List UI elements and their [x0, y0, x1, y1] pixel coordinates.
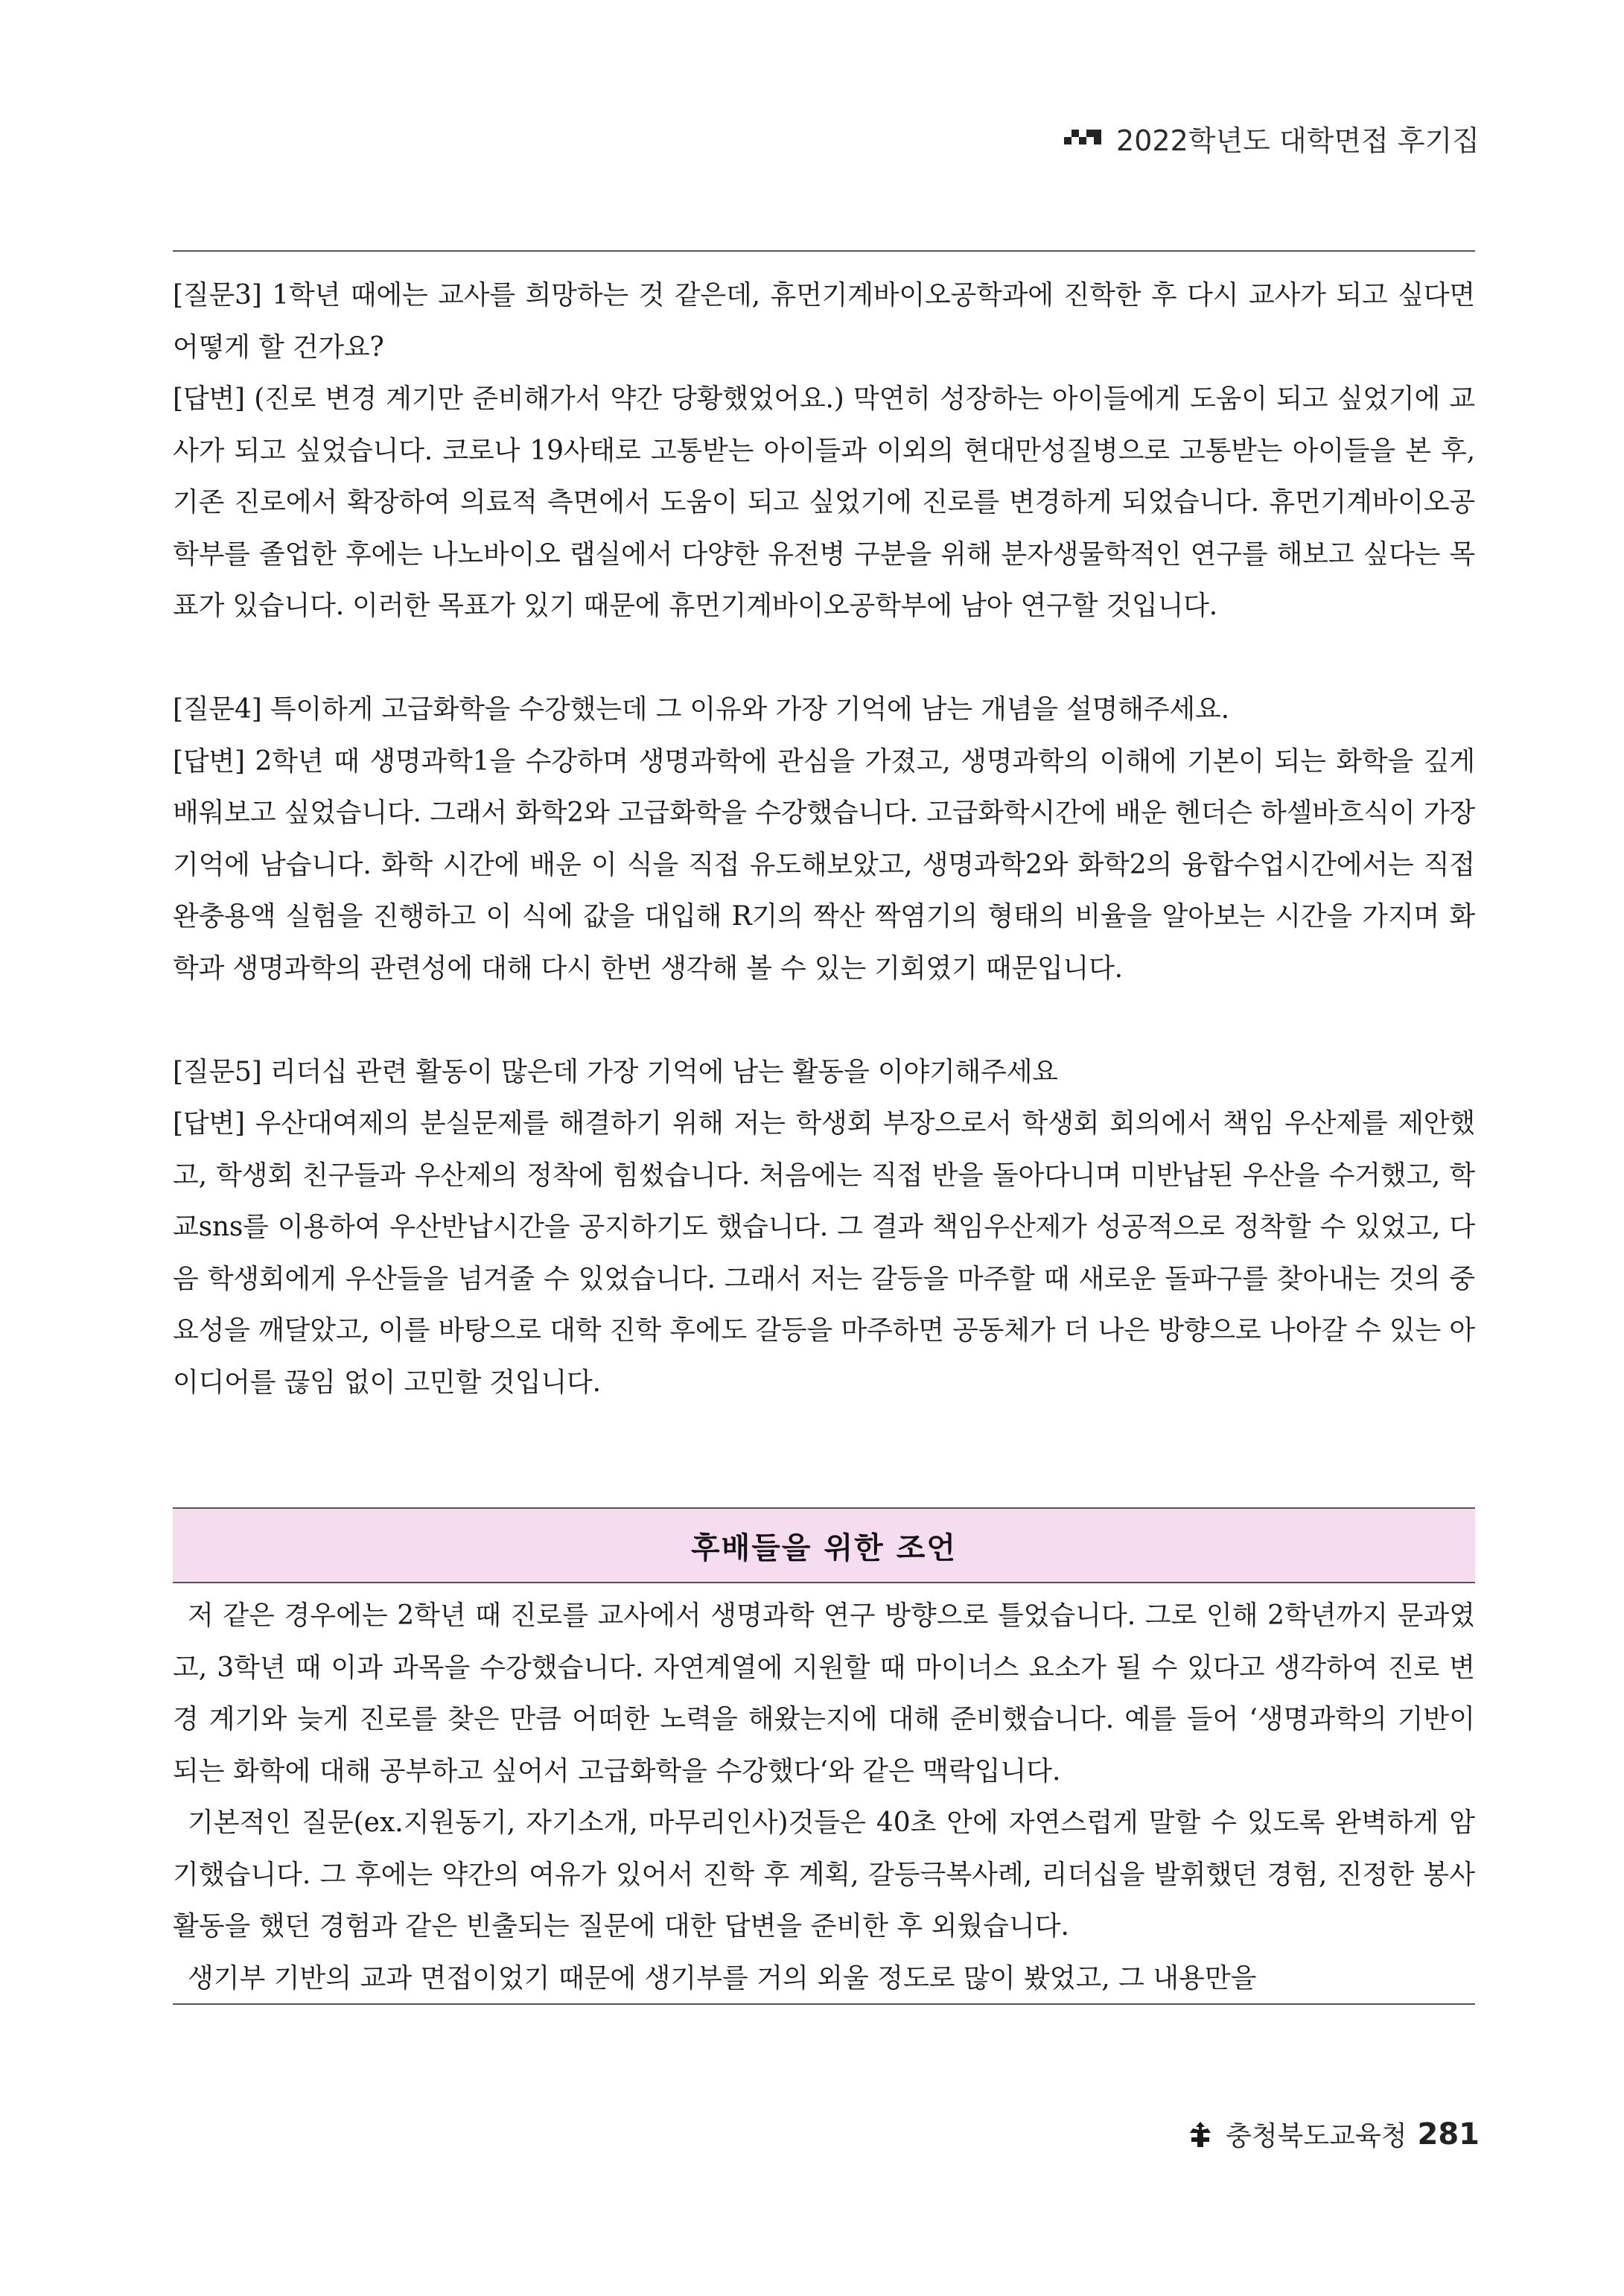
qa-block-4	[173, 684, 1475, 994]
qa-block-5	[173, 1046, 1475, 1409]
question-4: [질문4] 특이하게 고급화학을 수강했는데 그 이유와 가장 기억에 남는 개념을 설명해주세요.	[173, 694, 1229, 725]
education-office-emblem-icon	[1185, 2119, 1215, 2149]
bottom-divider	[173, 2003, 1475, 2005]
top-divider	[173, 250, 1475, 252]
advice-section	[173, 1590, 1475, 2004]
page-header	[1064, 112, 1480, 164]
answer-5: [답변] 우산대여제의 분실문제를 해결하기 위해 저는 학생회 부장으로서 학생회 회의에서 책임 우산제를 제안했고, 학생회 친구들과 우산제의 정착에 힘썼습니다. 처음에는 직접 반을 돌아다니며 미반납된 우산을 수거했고, 학교sns를 이용하여 우산반납시간을 공지하기도 했습니다. 그 결과 책임우산제가 성공적으로 정착할 수 있었고, 다음 학생회에게 우산들을 넘겨줄 수 있었습니다. 그래서 저는 갈등을 마주할 때 새로운 돌파구를 찾아내는 것의 중요성을 깨달았고, 이를 바탕으로 대학 진학 후에도 갈등을 마주하면 공동체가 더 나은 방향으로 나아갈 수 있는 아이디어를 끊임 없이 고민할 것입니다.	[173, 1108, 1475, 1398]
question-5: [질문5] 리더십 관련 활동이 많은데 가장 기억에 남는 활동을 이야기해주세요	[173, 1056, 1058, 1087]
page-number: 281	[1417, 2117, 1480, 2152]
advice-paragraph-1: 저 같은 경우에는 2학년 때 진로를 교사에서 생명과학 연구 방향으로 틀었습니다. 그로 인해 2학년까지 문과였고, 3학년 때 이과 과목을 수강했습니다. 자연계열에 지원할 때 마이너스 요소가 될 수 있다고 생각하여 진로 변경 계기와 늦게 진로를 찾은 만큼 어떠한 노력을 해왔는지에 대해 준비했습니다. 예를 들어 ‘생명과학의 기반이 되는 화학에 대해 공부하고 싶어서 고급화학을 수강했다‘와 같은 맥락입니다.	[173, 1600, 1475, 1787]
advice-paragraph-3: 생기부 기반의 교과 면접이었기 때문에 생기부를 거의 외울 정도로 많이 봤었고, 그 내용만을	[188, 1962, 1257, 1994]
checker-squares-icon	[1064, 127, 1103, 149]
qa-section	[173, 270, 1475, 1408]
advice-heading-band	[173, 1507, 1475, 1583]
question-3: [질문3] 1학년 때에는 교사를 희망하는 것 같은데, 휴먼기계바이오공학과에 진학한 후 다시 교사가 되고 싶다면 어떻게 할 건가요?	[173, 280, 1475, 363]
answer-4: [답변] 2학년 때 생명과학1을 수강하며 생명과학에 관심을 가졌고, 생명과학의 이해에 기본이 되는 화학을 깊게 배워보고 싶었습니다. 그래서 화학2와 고급화학을 수강했습니다. 고급화학시간에 배운 헨더슨 하셀바흐식이 가장 기억에 남습니다. 화학 시간에 배운 이 식을 직접 유도해보았고, 생명과학2와 화학2의 융합수업시간에서는 직접 완충용액 실험을 진행하고 이 식에 값을 대입해 R기의 짝산 짝염기의 형태의 비율을 알아보는 시간을 가지며 화학과 생명과학의 관련성에 대해 다시 한번 생각해 볼 수 있는 기회였기 때문입니다.	[173, 745, 1475, 984]
advice-paragraph-2: 기본적인 질문(ex.지원동기, 자기소개, 마무리인사)것들은 40초 안에 자연스럽게 말할 수 있도록 완벽하게 암기했습니다. 그 후에는 약간의 여유가 있어서 진학 후 계획, 갈등극복사례, 리더십을 발휘했던 경험, 진정한 봉사활동을 했던 경험과 같은 빈출되는 질문에 대한 답변을 준비한 후 외웠습니다.	[173, 1807, 1475, 1942]
header-title: 2022학년도 대학면접 후기집	[1116, 124, 1480, 157]
qa-block-3	[173, 270, 1475, 632]
footer-org: 충청북도교육청	[1226, 2121, 1407, 2152]
answer-3: [답변] (진로 변경 계기만 준비해가서 약간 당황했었어요.) 막연히 성장하는 아이들에게 도움이 되고 싶었기에 교사가 되고 싶었습니다. 코로나 19사태로 고통받는 아이들과 이외의 현대만성질병으로 고통받는 아이들을 본 후, 기존 진로에서 확장하여 의료적 측면에서 도움이 되고 싶었기에 진로를 변경하게 되었습니다. 휴먼기계바이오공학부를 졸업한 후에는 나노바이오 랩실에서 다양한 유전병 구분을 위해 분자생물학적인 연구를 해보고 싶다는 목표가 있습니다. 이러한 목표가 있기 때문에 휴먼기계바이오공학부에 남아 연구할 것입니다.	[173, 384, 1475, 621]
advice-title: 후배들을 위한 조언	[691, 1530, 957, 1565]
page-footer	[1185, 2115, 1480, 2153]
